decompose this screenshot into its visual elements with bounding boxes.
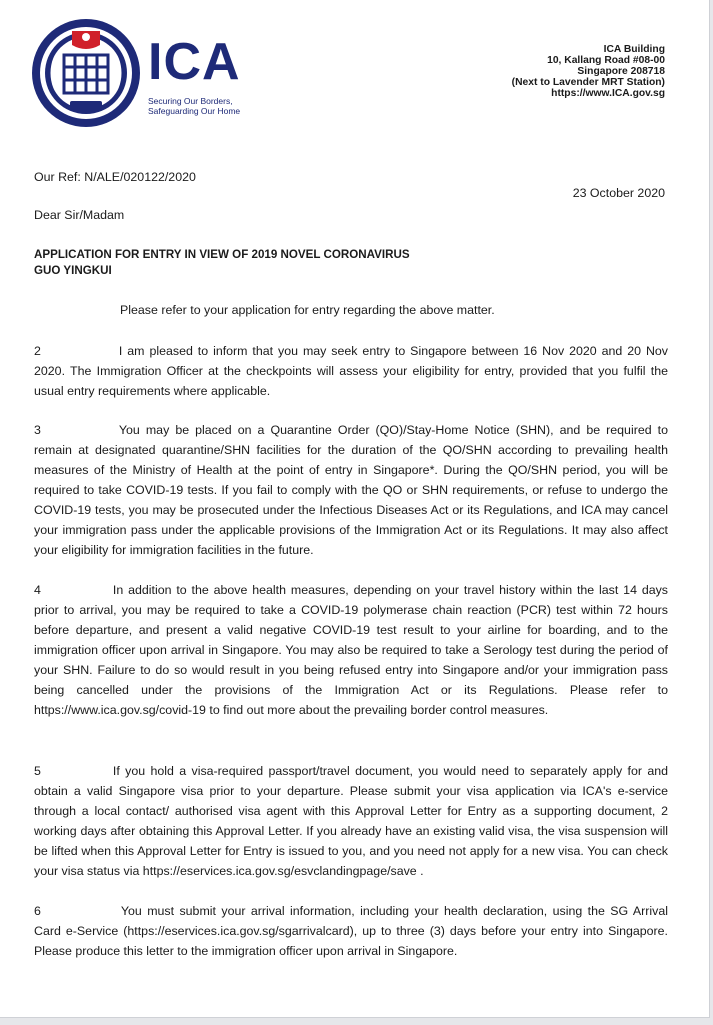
paragraph-4 xyxy=(34,580,668,720)
paragraph-3 xyxy=(34,420,668,560)
salutation: Dear Sir/Madam xyxy=(34,208,125,222)
paragraph-number: 3 xyxy=(34,423,41,437)
paragraph-number: 5 xyxy=(34,764,41,778)
paragraph-number: 6 xyxy=(34,904,41,918)
tagline-line-1: Securing Our Borders, xyxy=(148,96,233,106)
paragraph-5 xyxy=(34,761,668,881)
sender-address xyxy=(512,44,665,99)
intro-paragraph: Please refer to your application for entry regarding the above matter. xyxy=(120,303,495,317)
paragraph-2 xyxy=(34,341,668,401)
paragraph-6 xyxy=(34,901,668,961)
letter-date: 23 October 2020 xyxy=(572,186,665,200)
address-line: ICA Building xyxy=(603,44,665,55)
paragraph-text: If you hold a visa-required passport/travel document, you would need to separately apply for and obtain a valid Singapore visa prior to your departure. Please submit your visa application via ICA's e-service through a local contact/ authorised visa agent with this Approval Letter for Entry as a supporting document, 2 working days after obtaining this Approval Letter. If you already have an existing valid visa, the visa suspension will be lifted when this Approval Letter for Entry is issued to you, and you need not apply for a new visa. You can check your visa status via https://eservices.ica.gov.sg/esvclandingpage/save . xyxy=(34,764,668,878)
applicant-name: GUO YINGKUI xyxy=(34,263,112,277)
paragraph-text: You may be placed on a Quarantine Order (QO)/Stay-Home Notice (SHN), and be required to remain at designated quarantine/SHN facilities for the duration of the QO/SHN according to prevailing health measures of the Ministry of Health at the point of entry in Singapore*. During the QO/SHN period, you will be required to take COVID-19 tests. If you fail to comply with the QO or SHN requirements, or refuse to undergo the COVID-19 tests, you may be prosecuted under the Infectious Diseases Act or its Regulations, and ICA may cancel your immigration pass under the applicable provisions of the Immigration Act or its Regulations. It may also affect your eligibility for immigration facilities in the future. xyxy=(34,423,668,557)
paragraph-text: You must submit your arrival information, including your health declaration, using the SG Arrival Card e-Service (https://eservices.ica.gov.sg/sgarrivalcard), up to three (3) days before your entry into Singapore. Please produce this letter to the immigration officer upon arrival in Singapore. xyxy=(34,904,668,958)
paragraph-number: 4 xyxy=(34,583,41,597)
subject-line: APPLICATION FOR ENTRY IN VIEW OF 2019 NOVEL CORONAVIRUS xyxy=(34,248,410,261)
ica-seal-logo xyxy=(30,17,142,129)
address-line: Singapore 208718 xyxy=(577,66,665,77)
brand-block xyxy=(148,33,268,116)
address-line: 10, Kallang Road #08-00 xyxy=(547,55,665,66)
subject-heading xyxy=(34,247,410,278)
brand-tagline xyxy=(148,96,268,116)
paragraph-text: I am pleased to inform that you may seek entry to Singapore between 16 Nov 2020 and 20 Nov 2020. The Immigration Officer at the checkpoints will assess your eligibility for entry, provided that you fulfil the usual entry requirements where applicable. xyxy=(34,344,668,398)
tagline-line-2: Safeguarding Our Home xyxy=(148,106,241,116)
address-url: https://www.ICA.gov.sg xyxy=(551,88,665,99)
paragraph-text: In addition to the above health measures, depending on your travel history within the last 14 days prior to arrival, you may be required to take a COVID-19 polymerase chain reaction (PCR) test within 72 hours before departure, and present a valid negative COVID-19 test result to your airline for boarding, and to the immigration officer upon arrival in Singapore. You may also be required to take a Serology test during the period of your SHN. Failure to do so would result in you being refused entry into Singapore and/or your immigration pass being cancelled under the provisions of the Immigration Act or its Regulations. Please refer to https://www.ica.gov.sg/covid-19 to find out more about the prevailing border control measures. xyxy=(34,583,668,717)
paragraph-number: 2 xyxy=(34,344,41,358)
reference-number: Our Ref: N/ALE/020122/2020 xyxy=(34,170,196,184)
brand-name: ICA xyxy=(148,33,241,91)
address-line: (Next to Lavender MRT Station) xyxy=(511,77,665,88)
